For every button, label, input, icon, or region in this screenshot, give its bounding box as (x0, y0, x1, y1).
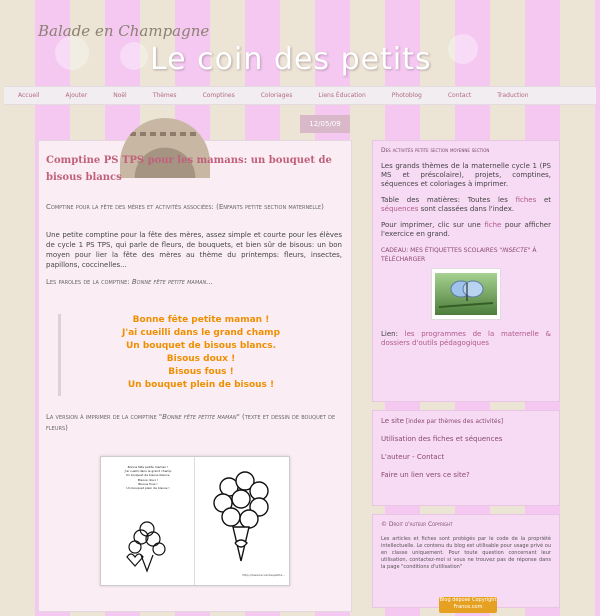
thumbnail-text-page (101, 457, 195, 585)
nav-liens-education[interactable]: Liens Éducation (318, 92, 366, 99)
link-fiche[interactable]: fiche (484, 221, 502, 229)
sidebar-liens (381, 330, 551, 348)
blog-title[interactable]: Le coin des petits (150, 42, 432, 77)
butterfly-photo (435, 273, 497, 315)
poem-line: Bisous doux ! (166, 354, 236, 364)
nav-contact[interactable]: Contact (447, 92, 472, 99)
print-help-prefix: Pour imprimer, clic sur une (381, 221, 485, 229)
poem-quote-bar (58, 314, 61, 396)
poem-line: Un bouquet de bisous blancs. (125, 341, 277, 351)
link-fiches[interactable]: fiches (515, 196, 537, 204)
thumbnail-drawing-page (195, 457, 289, 585)
link-le-site[interactable] (381, 417, 551, 425)
cadeau-suffix: " À TÉLÉCHARGER (381, 247, 537, 263)
thumbnail-line: J'ai cueilli dans le grand champ (124, 469, 172, 474)
sidebar-activities-heading: Des activités petite section moyenne section (381, 147, 490, 154)
nav-photoblog[interactable]: Photoblog (391, 92, 422, 99)
table-mid: et (536, 196, 551, 204)
paroles-line (46, 277, 342, 287)
link-utilisation[interactable]: Utilisation des fiches et séquences (381, 435, 503, 443)
print-prefix: La version à imprimer de la comptine " (46, 413, 163, 421)
table-prefix: Table des matières: Toutes les (381, 196, 516, 204)
nav-noel[interactable]: Noël (113, 92, 127, 99)
print-help-suffix: pour afficher l'exercice en grand. (381, 221, 551, 238)
butterfly-icon (435, 273, 497, 315)
sidebar-copyright-box (372, 514, 560, 608)
link-sequences[interactable]: séquences (381, 205, 419, 213)
link-programmes[interactable]: les programmes de la maternelle & dossiers d'outils pédagogiques (381, 330, 551, 347)
bouquet-drawing (195, 457, 289, 585)
decor-circle (120, 42, 148, 70)
thumbnail-url: http://www.lecoindespetits... (242, 573, 285, 577)
link-le-site-label: Le site (381, 417, 404, 425)
poem-line: J'ai cueilli dans le grand champ (121, 328, 281, 338)
link-auteur-contact[interactable]: L'auteur - Contact (381, 453, 445, 461)
poem-line: Un bouquet plein de bisous ! (127, 380, 275, 390)
link-faire-un-lien[interactable]: Faire un lien vers ce site? (381, 471, 470, 479)
cadeau-em: INSECTE (502, 247, 528, 254)
nav-ajouter[interactable]: Ajouter (65, 92, 88, 99)
thumbnail-line: Bisous fous ! (138, 481, 158, 486)
paroles-prefix: Les paroles de la comptine: (46, 278, 132, 286)
printable-thumbnail[interactable] (100, 456, 290, 586)
thumbnail-line: Un bouquet de bisous blancs. (125, 473, 171, 478)
post-intro: Comptine pour la fête des mères et activités associées: (Enfants petite section maternelle) (46, 203, 324, 211)
nav-coloriages[interactable]: Coloriages (260, 92, 293, 99)
liens-prefix: Lien: (381, 330, 405, 338)
copyright-heading: © Droit d'auteur Copyright (381, 521, 453, 528)
sidebar-links-box (372, 410, 560, 506)
copyright-text: Les articles et fiches sont protégés par le code de la propriété intellectuelle. Le contenu du blog est utilisable pour usage privé ou en classe uniquement. Pour toute question concernant leur utilisation, contactez-moi si vous ne trouvez pas de réponse dans la page "conditions d'utilisation" (381, 536, 551, 570)
thumbnail-line: Bonne fête petite maman ! (127, 465, 169, 469)
paroles-link[interactable]: Bonne fête petite maman... (131, 278, 213, 286)
sidebar-print-text (381, 221, 551, 239)
nav-themes[interactable]: Thèmes (152, 92, 177, 99)
nav-comptines[interactable]: Comptines (202, 92, 235, 99)
table-suffix: sont classées dans l'index. (418, 205, 515, 213)
sidebar (372, 140, 560, 616)
poem (70, 314, 332, 392)
print-version-line (46, 412, 342, 434)
sidebar-themes-text: Les grands thèmes de la maternelle cycle 1 (PS MS et préscolaire), projets, comptines, séquences et coloriages à imprimer. (381, 162, 551, 188)
poem-line: Bisous fous ! (168, 367, 234, 377)
link-le-site-note: [index par thèmes des activités] (403, 418, 504, 425)
print-suffix: " (texte et dessin de bouquet de fleurs) (46, 413, 336, 432)
nav-traduction[interactable]: Traduction (497, 92, 529, 99)
poem-line: Bonne fête petite maman ! (132, 315, 270, 325)
post-title[interactable]: Comptine PS TPS pour les mamans: un bouquet de bisous blancs (46, 155, 332, 183)
sidebar-table-text (381, 196, 551, 214)
decor-circle (448, 34, 478, 64)
cadeau-prefix: CADEAU: MES ÉTIQUETTES SCOLAIRES " (381, 247, 503, 254)
nav-accueil[interactable]: Accueil (18, 92, 40, 99)
post-body: Une petite comptine pour la fête des mères, assez simple et courte pour les élèves de cycle 1 PS TPS, qui parle de fleurs, de bouquets, et bien sûr de bisous: un bon moyen pour lier la fête des mères au thème du printemps: fleurs, insectes, papillons, coccinelles... (46, 231, 342, 269)
copyright-badge[interactable]: Blog déposé Copyright France.com (439, 597, 497, 613)
thumbnail-line: Un bouquet plein de bisous ! (126, 486, 170, 491)
cadeau-link[interactable] (381, 246, 551, 264)
sidebar-activities-box (372, 140, 560, 402)
top-navigation (4, 86, 596, 105)
decor-circle (55, 36, 89, 70)
butterfly-image[interactable] (431, 268, 501, 320)
bouquet-heart-drawing (101, 457, 195, 585)
blog-tagline: Balade en Champagne (38, 22, 210, 40)
print-link[interactable]: Bonne fête petite maman (162, 413, 237, 421)
thumbnail-line: Bisous doux ! (137, 477, 159, 482)
post-date: 12/05/09 (300, 115, 350, 133)
